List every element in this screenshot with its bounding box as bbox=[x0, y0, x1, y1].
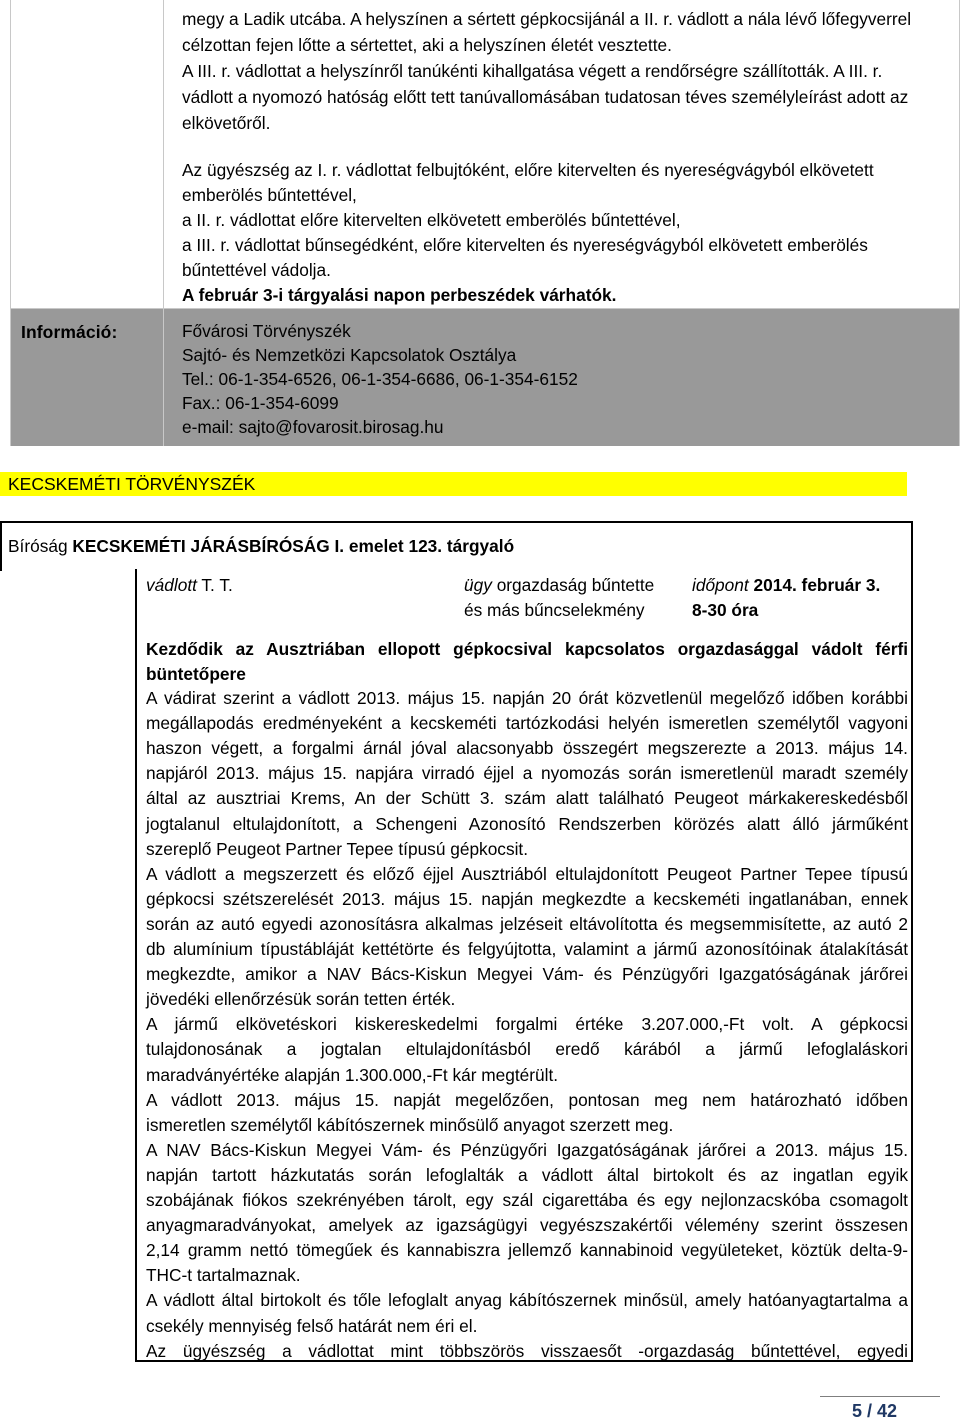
text-line: Az ügyészség az I. r. vádlottat felbujtóként, előre kitervelten és nyereségvágyból elkövetett bbox=[182, 160, 874, 180]
body-text-line: maradványértéke alapján 1.300.000,-Ft kár megtérült. bbox=[146, 1064, 559, 1085]
body-text-line: Az ügyészség a vádlottat mint többszörös visszaesőt -orgazdaság bűntettével, egyedi bbox=[146, 1340, 908, 1361]
text-line: megy a Ladik utcába. A helyszínen a sértett gépkocsijánál a II. r. vádlott a nála lévő lőfegyverrel bbox=[182, 9, 912, 29]
body-text-line: A vádlott 2013. május 15. napját megelőzően, pontosan meg nem határozható időben bbox=[146, 1089, 908, 1110]
court-field bbox=[8, 533, 514, 559]
time-label: időpont bbox=[692, 575, 749, 595]
time-field bbox=[692, 572, 880, 598]
body-text-line: tulajdonosának a jogtalan eltulajdonításból eredő kárából a jármű lefoglaláskori bbox=[146, 1039, 908, 1060]
contact-phone: Tel.: 06-1-354-6526, 06-1-354-6686, 06-1-354-6152 bbox=[182, 369, 578, 389]
body-text-line: napján tartott házkutatás során lefoglalták a vádlott által birtokolt és az ingatlan egyik bbox=[146, 1164, 908, 1185]
matter-value-line-2: és más bűncselekmény bbox=[464, 600, 645, 620]
body-text-line: A vádlott által birtokolt és tőle lefoglalt anyag kábítószernek minősül, amely hatóanyagtartalma a bbox=[146, 1290, 908, 1311]
text-line: a II. r. vádlottat előre kitervelten elkövetett emberölés bűntettével, bbox=[182, 210, 681, 230]
body-text-line: A jármű elkövetéskori kiskereskedelmi forgalmi értéke 3.207.000,-Ft volt. A gépkocsi bbox=[146, 1014, 908, 1035]
text-line: elkövetőről. bbox=[182, 113, 271, 133]
defendant-value: T. T. bbox=[201, 575, 233, 595]
page-number-rule bbox=[820, 1396, 940, 1397]
text-line: a III. r. vádlottat bűnsegédként, előre kitervelten és nyereségvágyból elkövetett emberölés bbox=[182, 235, 868, 255]
text-line: emberölés bűntettével, bbox=[182, 185, 357, 205]
court-field-label: Bíróság bbox=[8, 536, 68, 556]
contact-email[interactable]: e-mail: sajto@fovarosit.birosag.hu bbox=[182, 417, 444, 437]
body-text-line: anyagmaradványokat, amelyek az igazságügyi vegyészszakértői vélemény szerint összesen bbox=[146, 1215, 908, 1236]
body-text-line: db alumínium típustábláját kettétörte és felgyújtotta, valamint a jármű azonosítóinak átalakítását bbox=[146, 939, 908, 959]
text-line: A III. r. vádlottat a helyszínről tanúkénti kihallgatása végett a rendőrségre szállították. A III. r. bbox=[182, 61, 883, 81]
text-line: bűntettével vádolja. bbox=[182, 260, 331, 280]
case-headline-line-2: büntetőpere bbox=[146, 664, 246, 684]
body-text-line: gépkocsi szétszerelését 2013. május 15. napján megkezdte a kecskeméti ingatlanában, ennek bbox=[146, 888, 908, 909]
info-label-cell bbox=[11, 309, 164, 446]
info-label: Információ: bbox=[21, 322, 118, 342]
body-text-line: haszon végett, a forgalmi árnál jóval alacsonyabb összegért megszerezte a 2013. május 14. bbox=[146, 738, 908, 759]
case-header-box bbox=[0, 521, 913, 571]
body-text-line: szobájának fiókos szekrényében tárolt, egy szál cigarettába és egy nejlonzacskóba csomagolt bbox=[146, 1190, 908, 1210]
body-text-line: napjáról 2013. május 15. napjára virradó éjjel a nyomozás során ismeretlenül maradt személy bbox=[146, 763, 908, 784]
contact-fax: Fax.: 06-1-354-6099 bbox=[182, 393, 339, 413]
matter-value: orgazdaság bűntette bbox=[496, 575, 655, 595]
body-text-line: THC-t tartalmaznak. bbox=[146, 1265, 301, 1286]
body-text-line: jogtalanul eltulajdonított, a Schengeni Azonosító Rendszerben körözés alatt álló járműként bbox=[146, 813, 908, 834]
info-row bbox=[11, 308, 959, 445]
matter-label: ügy bbox=[464, 575, 492, 595]
hearing-note: A február 3-i tárgyalási napon perbeszédek várhatók. bbox=[182, 285, 617, 305]
page-number: 5 / 42 bbox=[852, 1401, 898, 1421]
body-text-line: során az autó egyedi azonosításra alkalmas jelzéseit eltávolította és megsemmisítette, az autó 2 bbox=[146, 913, 908, 934]
defendant-label: vádlott bbox=[146, 575, 197, 595]
body-text-line: jövedéki ellenőrzésük során tetten érték. bbox=[146, 989, 456, 1010]
body-text-line: szereplő Peugeot Partner Tepee típusú gépkocsit. bbox=[146, 838, 529, 859]
case-headline: Kezdődik az Ausztriában ellopott gépkocsival kapcsolatos orgazdasággal vádolt férfi bbox=[146, 639, 908, 659]
case-detail-box bbox=[135, 569, 913, 1362]
body-text-line: csekély mennyiség felső határát nem éri el. bbox=[146, 1315, 478, 1336]
press-release-table bbox=[10, 0, 960, 446]
body-text-line: A NAV Bács-Kiskun Megyei Vám- és Pénzügyőri Igazgatóságának járőrei a 2013. május 15. bbox=[146, 1139, 908, 1160]
text-line: célzottan fejen lőtte a sértettet, aki a helyszínen életét vesztette. bbox=[182, 35, 672, 55]
time-value-line-2: 8-30 óra bbox=[692, 600, 759, 620]
body-text-line: A vádlott a megszerzett és előző éjjel Ausztriából eltulajdonított Peugeot Partner Tepee típusú bbox=[146, 863, 908, 884]
body-text-line: 2,14 gramm nettó tömegűek és kannabiszra jellemző kannabinoid vegyületeket, köztük delta-9- bbox=[146, 1240, 908, 1261]
matter-field bbox=[464, 572, 654, 598]
defendant-field bbox=[146, 572, 233, 598]
contact-org: Fővárosi Törvényszék bbox=[182, 321, 351, 341]
court-field-value: KECSKEMÉTI JÁRÁSBÍRÓSÁG I. emelet 123. tárgyaló bbox=[72, 536, 515, 556]
contact-dept: Sajtó- és Nemzetközi Kapcsolatok Osztálya bbox=[182, 345, 517, 365]
text-line: vádlott a nyomozó hatóság előtt tett tanúvallomásában tudatosan téves személyleírást adott az bbox=[182, 87, 909, 107]
body-text-line: megkezdte, amikor a NAV Bács-Kiskun Megyei Vám- és Pénzügyőri Igazgatóságának járőrei bbox=[146, 964, 908, 985]
court-header-bar bbox=[0, 472, 907, 496]
body-text-line: által az ausztriai Krems, An der Schütt 3. szám alatt található Peugeot márkakereskedésből bbox=[146, 788, 908, 809]
body-text-line: megállapodás eredményeként a kecskeméti tartózkodási helyén ismeretlen személytől vagyoni bbox=[146, 713, 908, 734]
body-text-line: A vádirat szerint a vádlott 2013. május 15. napján 20 órát közvetlenül megelőző időben korábbi bbox=[146, 688, 908, 708]
info-contact-cell bbox=[164, 309, 959, 446]
time-value: 2014. február 3. bbox=[753, 575, 881, 595]
court-name: KECSKEMÉTI TÖRVÉNYSZÉK bbox=[8, 474, 256, 494]
body-text-line: ismeretlen személytől kábítószernek minősülő anyagot szerzett meg. bbox=[146, 1114, 674, 1135]
